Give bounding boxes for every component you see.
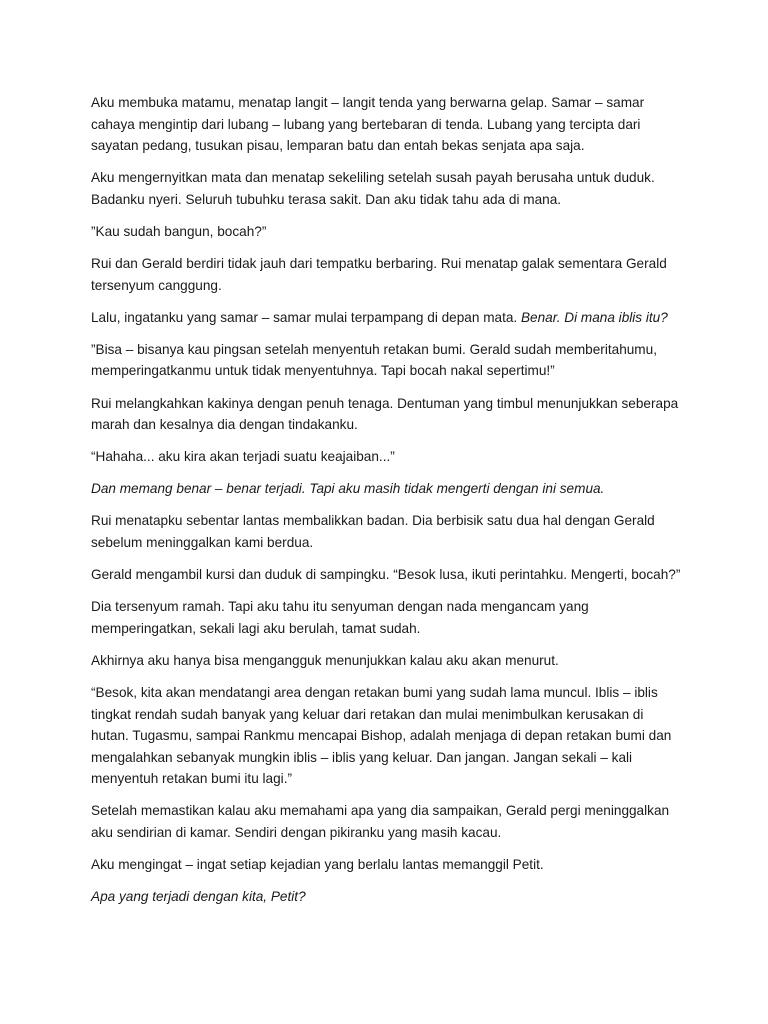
dialogue-paragraph: “Besok, kita akan mendatangi area dengan retakan bumi yang sudah lama muncul. Iblis – iblis tingkat rendah sudah banyak yang keluar dari retakan dan mulai menimbulkan kerusakan di hutan. Tugasmu, sampai Rankmu mencapai Bishop, adalah menjaga di depan retakan bumi dan mengalahkan sebanyak mungkin iblis – iblis yang keluar. Dan jangan. Jangan sekali – kali menyentuh retakan bumi itu lagi.” [91, 684, 672, 787]
dialogue-paragraph: ”Bisa – bisanya kau pingsan setelah menyentuh retakan bumi. Gerald sudah memberitahumu, memperingatkanmu untuk tidak menyentuhnya. Tapi bocah nakal sepertimu!” [91, 341, 657, 379]
paragraph: Gerald mengambil kursi dan duduk di sampingku. “Besok lusa, ikuti perintahku. Mengerti, bocah?” [91, 567, 681, 583]
dialogue-paragraph: “Hahaha... aku kira akan terjadi suatu keajaiban...” [91, 449, 395, 465]
paragraph: Aku membuka matamu, menatap langit – langit tenda yang berwarna gelap. Samar – samar cahaya mengintip dari lubang – lubang yang bertebaran di tenda. Lubang yang tercipta dari sayatan pedang, tusukan pisau, lemparan batu dan entah bekas senjata apa saja. [91, 95, 645, 154]
paragraph: Rui melangkahkan kakinya dengan penuh tenaga. Dentuman yang timbul menunjukkan seberapa marah dan kesalnya dia dengan tindakanku. [91, 395, 679, 433]
paragraph: Rui menatapku sebentar lantas membalikkan badan. Dia berbisik satu dua hal dengan Gerald sebelum meninggalkan kami berdua. [91, 513, 655, 550]
italic-thought-paragraph: Apa yang terjadi dengan kita, Petit? [91, 889, 306, 905]
paragraph: Aku mengingat – ingat setiap kejadian yang berlalu lantas memanggil Petit. [91, 857, 544, 873]
dialogue-paragraph: ”Kau sudah bangun, bocah?” [91, 223, 267, 239]
document-page [91, 92, 681, 918]
paragraph-text: Lalu, ingatanku yang samar – samar mulai terpampang di depan mata. [91, 309, 521, 325]
paragraph-with-italic-thought [91, 307, 681, 329]
paragraph: Aku mengernyitkan mata dan menatap sekeliling setelah susah payah berusaha untuk duduk. Badanku nyeri. Seluruh tubuhku terasa sakit. Dan aku tidak tahu ada di mana. [91, 170, 655, 207]
italic-thought: Benar. Di mana iblis itu? [520, 309, 668, 325]
italic-thought-paragraph: Dan memang benar – benar terjadi. Tapi aku masih tidak mengerti dengan ini semua. [91, 481, 605, 497]
paragraph: Rui dan Gerald berdiri tidak jauh dari tempatku berbaring. Rui menatap galak sementara Gerald tersenyum canggung. [91, 256, 667, 293]
paragraph: Setelah memastikan kalau aku memahami apa yang dia sampaikan, Gerald pergi meninggalkan aku sendirian di kamar. Sendiri dengan pikiranku yang masih kacau. [91, 803, 670, 841]
paragraph: Dia tersenyum ramah. Tapi aku tahu itu senyuman dengan nada mengancam yang memperingatkan, sekali lagi aku berulah, tamat sudah. [91, 599, 589, 636]
paragraph: Akhirnya aku hanya bisa mengangguk menunjukkan kalau aku akan menurut. [91, 652, 559, 668]
